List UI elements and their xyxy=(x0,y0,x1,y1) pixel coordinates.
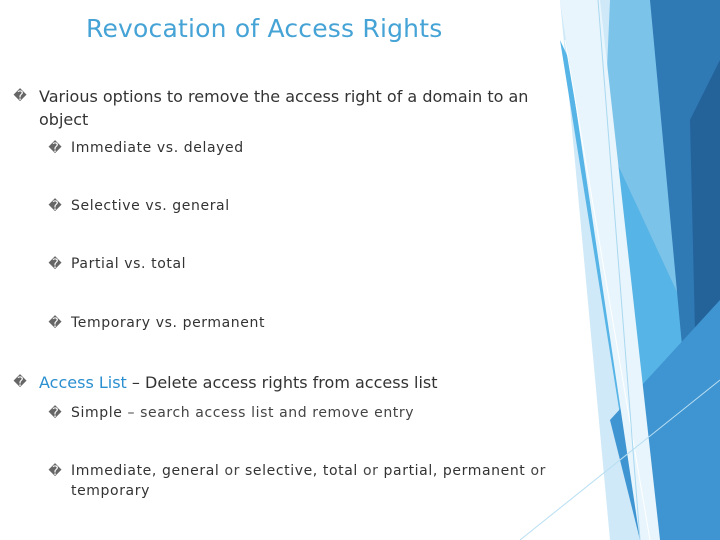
sub-bullet-term: Simple xyxy=(71,405,123,421)
sub-bullet-separator: – xyxy=(122,405,141,421)
sub-bullet-icon: � xyxy=(48,406,62,421)
sub-bullet-description: search access list and remove entry xyxy=(140,405,415,421)
sub-bullet-text: Immediate vs. delayed xyxy=(71,140,244,156)
sub-bullet-text-line xyxy=(71,461,546,481)
sub-bullet-icon: � xyxy=(48,316,62,331)
sub-bullet-text-line: temporary xyxy=(71,483,150,499)
bullet-description: Delete access rights from access list xyxy=(145,373,438,392)
sub-bullet-icon: � xyxy=(48,141,62,156)
text-part: partial, permanent xyxy=(383,463,526,479)
text-part: or xyxy=(219,463,246,479)
bullet-icon: � xyxy=(13,89,27,104)
sub-bullet-icon: � xyxy=(48,464,62,479)
sub-bullet-text: Selective vs. general xyxy=(71,198,230,214)
sub-bullet-text xyxy=(71,403,414,423)
text-part: or xyxy=(525,463,546,479)
text-part: Immediate, general xyxy=(71,463,220,479)
bullet-icon: � xyxy=(13,375,27,390)
bullet-text-line: Various options to remove the access right of a domain to an xyxy=(39,87,529,106)
sub-bullet-icon: � xyxy=(48,199,62,214)
sub-bullet-text: Temporary vs. permanent xyxy=(71,315,266,331)
bullet-term: Access List xyxy=(39,373,127,392)
sub-bullet-text: Partial vs. total xyxy=(71,256,187,272)
text-part: or xyxy=(357,463,384,479)
sub-bullet-text xyxy=(71,461,546,501)
text-part: selective, total xyxy=(245,463,358,479)
bullet-text xyxy=(39,371,438,394)
bullet-text xyxy=(39,85,528,131)
bullet-text-line: object xyxy=(39,110,89,129)
slide-title: Revocation of Access Rights xyxy=(86,14,443,43)
sub-bullet-icon: � xyxy=(48,257,62,272)
bullet-separator: – xyxy=(126,373,145,392)
